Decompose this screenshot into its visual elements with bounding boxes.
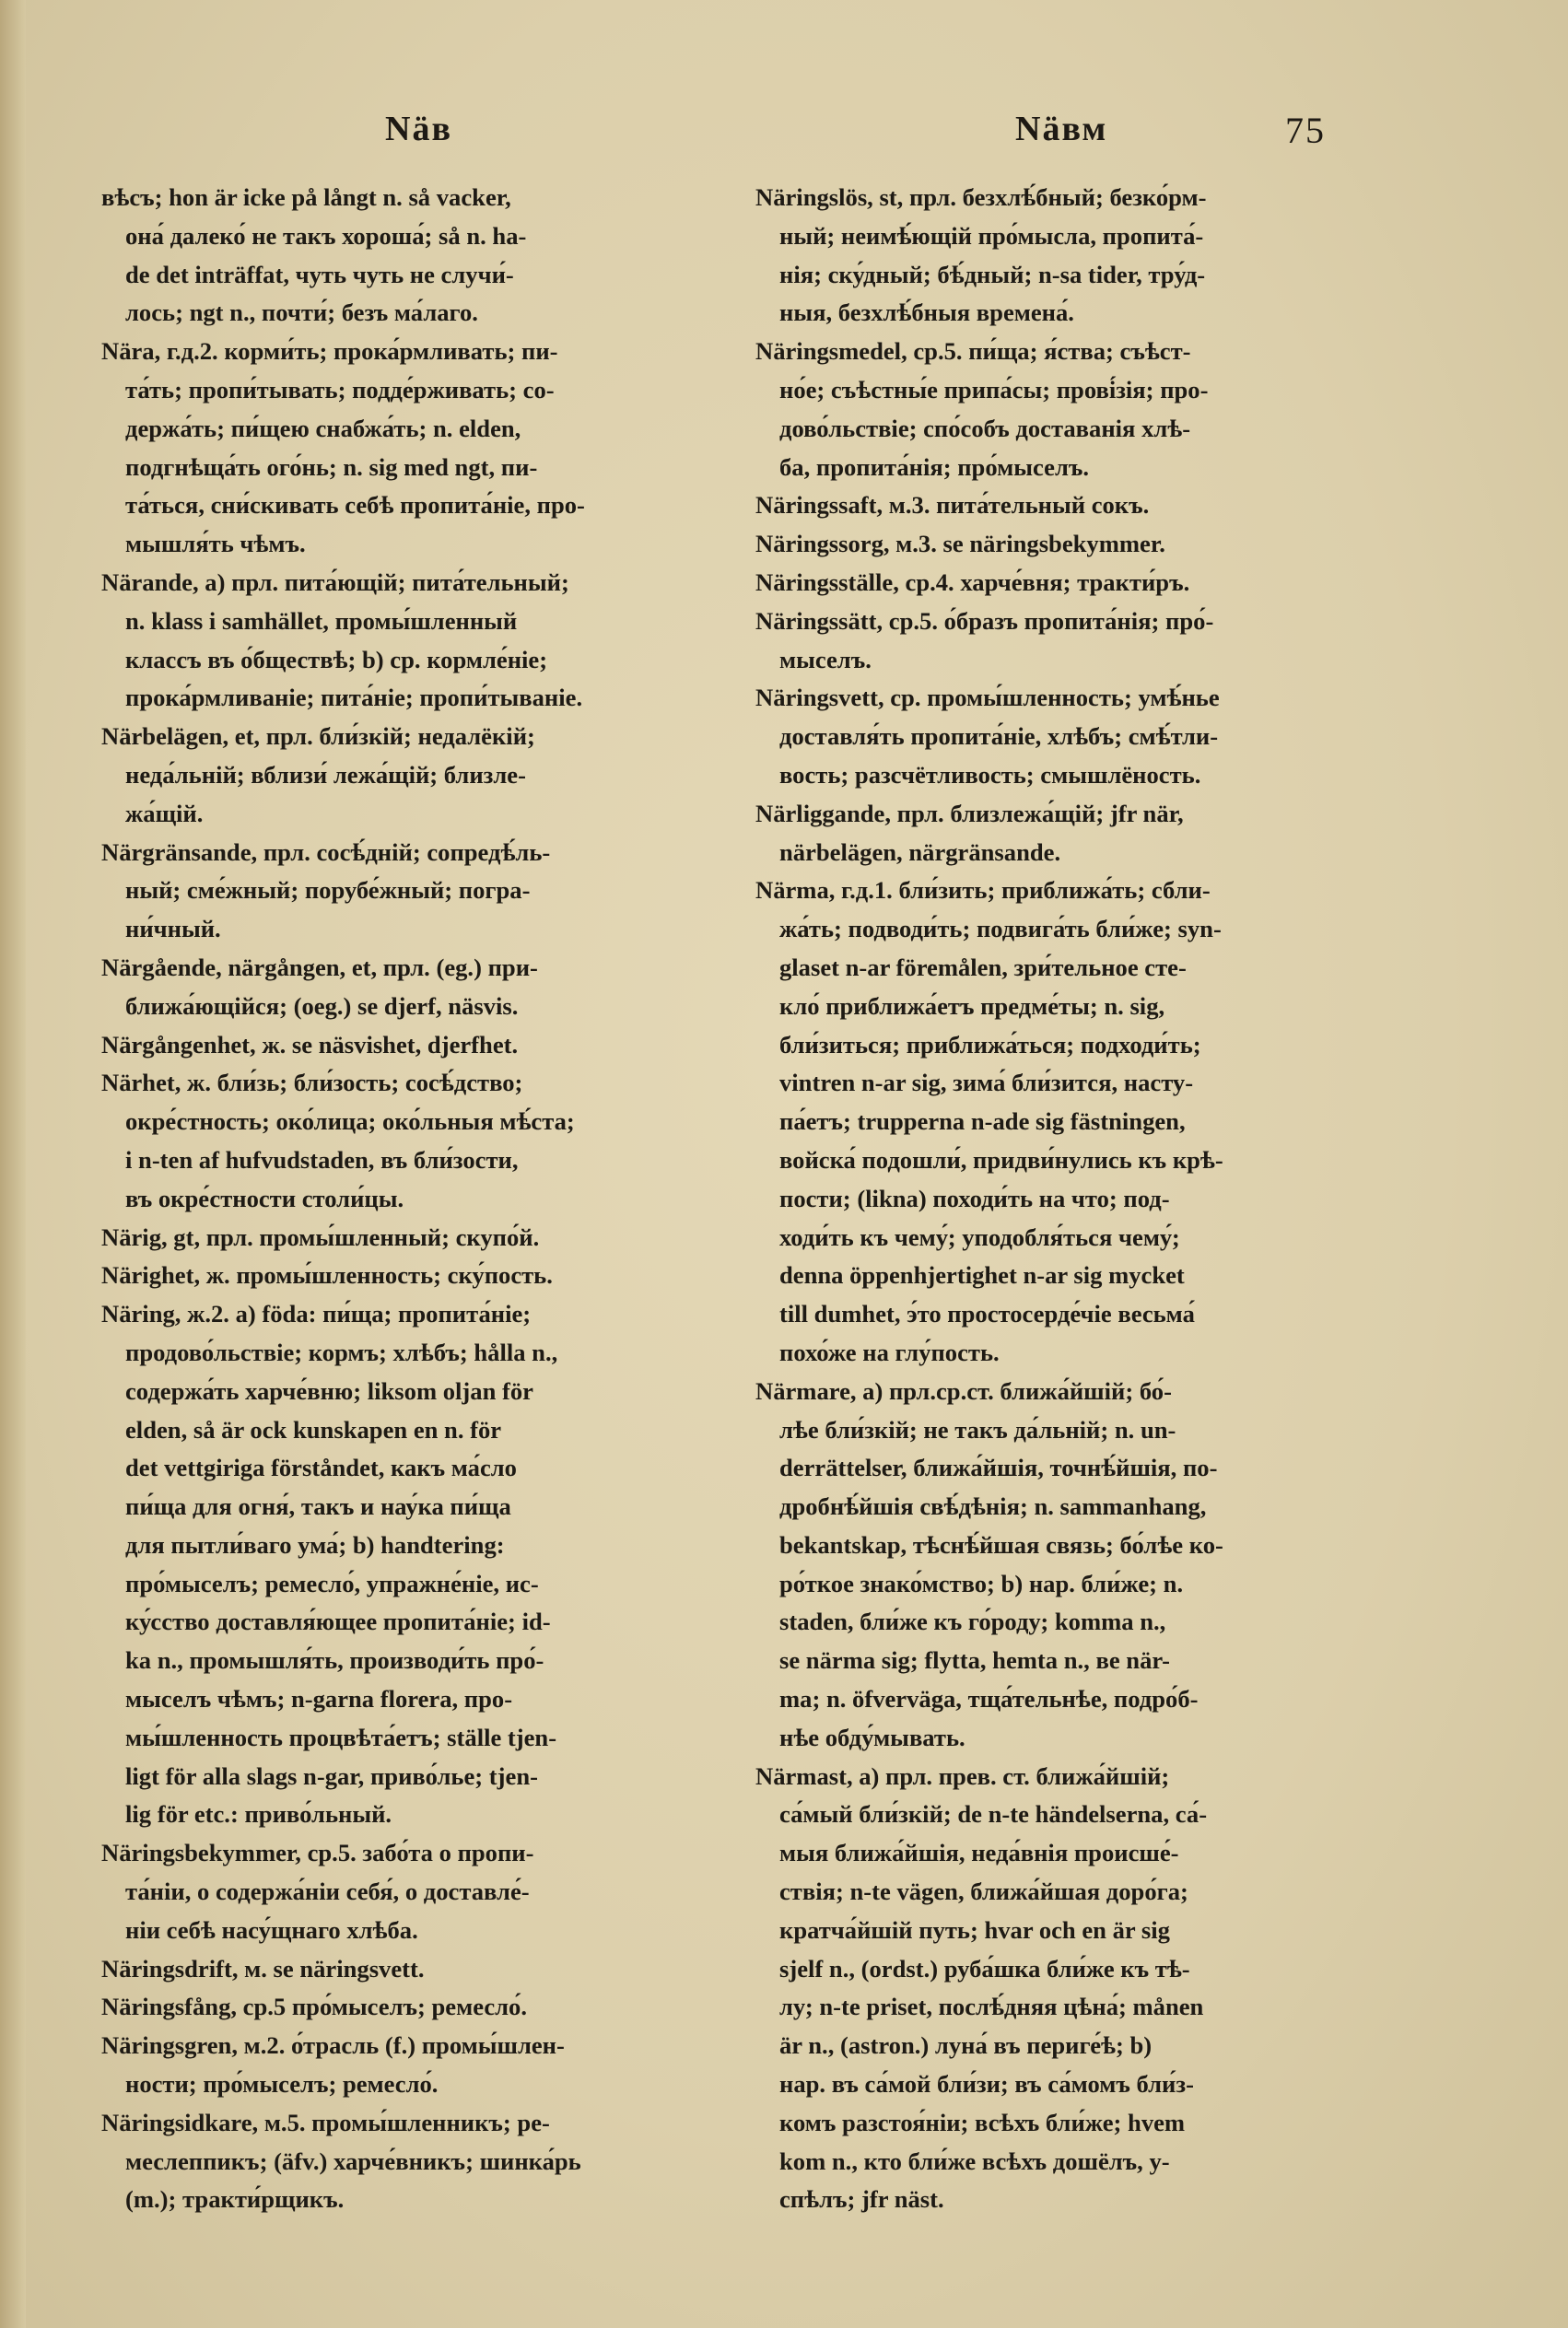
text-line: та́ть; пропи́тывать; подде́рживать; со- <box>125 375 555 404</box>
text-line: Närgångenhet, ж. se näsvishet, djerfhet. <box>101 1030 519 1059</box>
text-line: ныя, безхлѣ́бныя времена́. <box>779 298 1074 327</box>
text-line: про́мыселъ; ремесло́, упражне́ніе, ис- <box>125 1569 539 1597</box>
text-line: denna öppenhjertighet n-ar sig mycket <box>779 1261 1185 1290</box>
text-line: войска́ подошли́, придви́нулись къ крѣ- <box>779 1145 1223 1174</box>
text-line: похо́же на глу́пость. <box>779 1338 1000 1366</box>
text-line: содержа́ть харче́вню; liksom oljan för <box>125 1376 533 1405</box>
text-line: till dumhet, э́то простосерде́чіе весьма́ <box>779 1300 1195 1328</box>
text-line: (m.); тракти́рщикъ. <box>125 2185 345 2214</box>
text-line: спѣлъ; jfr näst. <box>779 2185 944 2214</box>
text-line: Näringsmedel, ср.5. пи́ща; я́ства; съѣст- <box>755 337 1191 366</box>
text-line: Näringssätt, ср.5. о́бразъ пропита́нія; про́- <box>755 606 1214 635</box>
text-line: мы́шленность процвѣта́етъ; ställe tjen- <box>125 1723 557 1751</box>
text-line: неда́льній; вблизи́ лежа́щій; близле- <box>125 760 526 789</box>
text-line: Näring, ж.2. a) föda: пи́ща; пропита́ніе; <box>101 1300 532 1328</box>
page-edge <box>0 0 26 2328</box>
text-line: Näringsvett, ср. промы́шленность; умѣ́нье <box>755 684 1220 712</box>
header-left-guide-word: Näв <box>385 110 452 148</box>
text-line: нія; ску́дный; бѣ́дный; n-sa tider, тру́д- <box>779 260 1206 288</box>
text-line: дробнѣ́йшія свѣ́дѣнія; n. sammanhang, <box>779 1492 1207 1521</box>
text-line: Näringslös, st, прл. безхлѣ́бный; безко́рм- <box>755 183 1207 211</box>
text-line: Närig, gt, прл. промы́шленный; скупо́й. <box>101 1222 540 1251</box>
text-line: kom n., кто бли́же всѣхъ дошёлъ, у- <box>779 2147 1170 2175</box>
text-line: Näringssaft, м.3. пита́тельный сокъ. <box>755 491 1150 520</box>
text-line: Närgränsande, прл. сосѣ́дній; сопредѣ́ль- <box>101 837 551 866</box>
header-right-guide-word: Näвм <box>1015 110 1108 148</box>
text-line: Näringsfång, ср.5 про́мыселъ; ремесло́. <box>101 1993 528 2021</box>
text-line: ку́сство доставля́ющее пропита́ніе; id- <box>125 1608 551 1636</box>
text-line: для пытли́ваго ума́; b) handtering: <box>125 1530 505 1559</box>
text-line: de det inträffat, чуть чуть не случи́- <box>125 260 514 288</box>
text-line: ligt för alla slags n-gar, приво́лье; tjen- <box>125 1761 538 1790</box>
text-line: staden, бли́же къ го́роду; komma n., <box>779 1608 1166 1636</box>
text-line: det vettgiriga förståndet, какъ ма́сло <box>125 1454 517 1482</box>
text-line: ба, пропита́нія; про́мыселъ. <box>779 452 1090 481</box>
text-line: se närma sig; flytta, hemta n., ве när- <box>779 1646 1171 1675</box>
text-line: ходи́ть къ чему́; уподобля́ться чему́; <box>779 1222 1180 1251</box>
text-line: elden, så är ock kunskapen en n. för <box>125 1415 502 1444</box>
text-line: лѣе бли́зкій; не такъ да́льній; n. un- <box>779 1415 1176 1444</box>
text-line: пости; (likna) походи́ть на что; под- <box>779 1184 1170 1212</box>
text-line: въ окре́стности столи́цы. <box>125 1184 404 1212</box>
text-line: Närliggande, прл. близлежа́щій; jfr när, <box>755 799 1184 827</box>
running-header <box>0 109 1568 164</box>
text-line: па́етъ; trupperna n-ade sig fästningen, <box>779 1107 1186 1136</box>
left-column <box>101 179 728 2219</box>
text-line: ный; сме́жный; порубе́жный; погра- <box>125 876 531 905</box>
text-line: мыселъ. <box>779 645 872 673</box>
text-line: дово́льствіе; спо́собъ доставанія хлѣ- <box>779 414 1191 442</box>
text-line: Näringsdrift, м. se näringsvett. <box>101 1954 425 1983</box>
text-line: Närma, г.д.1. бли́зить; приближа́ть; сбли- <box>755 876 1211 905</box>
text-line: ніи себѣ насу́щнаго хлѣба. <box>125 1915 418 1944</box>
text-line: bekantskap, тѣснѣ́йшая связь; бо́лѣе ко- <box>779 1530 1223 1559</box>
text-line: та́ніи, о содержа́ніи себя́, о доставле́- <box>125 1878 530 1906</box>
text-line: ный; неимѣ́ющій про́мысла, пропита́- <box>779 221 1204 250</box>
text-line: Närhet, ж. бли́зь; бли́зость; сосѣ́дство; <box>101 1069 523 1097</box>
text-line: нѣе обду́мывать. <box>779 1723 965 1751</box>
text-line: комъ разстоя́ніи; всѣхъ бли́же; hvem <box>779 2108 1186 2136</box>
text-line: бли́зиться; приближа́ться; подходи́ть; <box>779 1030 1201 1059</box>
text-line: ности; про́мыселъ; ремесло́. <box>125 2070 439 2099</box>
text-line: glaset n-ar föremålen, зри́тельное сте- <box>779 953 1187 981</box>
text-line: жа́щій. <box>125 799 204 827</box>
text-line: ро́ткое знако́мство; b) нар. бли́же; n. <box>779 1569 1184 1597</box>
text-line: жа́ть; подводи́ть; подвига́ть бли́же; syn- <box>779 915 1222 943</box>
text-line: Näringsidkare, м.5. промы́шленникъ; ре- <box>101 2108 550 2136</box>
text-line: Närighet, ж. промы́шленность; ску́пость. <box>101 1261 553 1290</box>
text-line: са́мый бли́зкій; de n-te händelserna, са́- <box>779 1800 1208 1829</box>
text-line: Näringsbekymmer, ср.5. забо́та о пропи- <box>101 1839 534 1867</box>
text-line: кратча́йшій путь; hvar och en är sig <box>779 1915 1170 1944</box>
text-line: ma; n. öfverväga, тща́тельнѣе, подро́б- <box>779 1685 1199 1714</box>
text-line: Näringssorg, м.3. se näringsbekymmer. <box>755 530 1165 558</box>
text-line: ствія; n-te vägen, ближа́йшая доро́га; <box>779 1878 1188 1906</box>
text-line: Näringsgren, м.2. о́трасль (f.) промы́шлен- <box>101 2031 565 2060</box>
text-line: нар. въ са́мой бли́зи; въ са́момъ бли́з- <box>779 2070 1194 2099</box>
text-line: närbelägen, närgränsande. <box>779 837 1061 866</box>
text-line: вость; разсчётливость; смышлёность. <box>779 760 1201 789</box>
text-line: мыселъ чѣмъ; n-garna florera, про- <box>125 1685 513 1714</box>
text-line: окре́стность; око́лица; око́льныя мѣ́ста; <box>125 1107 575 1136</box>
text-line: lig för etc.: приво́льный. <box>125 1800 392 1829</box>
page-number: 75 <box>1285 110 1326 151</box>
text-line: ни́чный. <box>125 915 221 943</box>
text-line: подгнѣща́ть ого́нь; n. sig med ngt, пи- <box>125 452 538 481</box>
text-line: кло́ приближа́етъ предме́ты; n. sig, <box>779 991 1165 1020</box>
right-column <box>755 179 1382 2219</box>
text-line: та́ться, сни́скивать себѣ пропита́ніе, про- <box>125 491 585 520</box>
text-line: vintren n-ar sig, зима́ бли́зится, насту- <box>779 1069 1194 1097</box>
text-line: доставля́ть пропита́ніе, хлѣбъ; смѣ́тли- <box>779 722 1219 751</box>
text-line: лу; n-te priset, послѣ́дняя цѣна́; månen <box>779 1993 1204 2021</box>
text-line: она́ далеко́ не такъ хороша́; så n. ha- <box>125 221 527 250</box>
text-line: Närmare, a) прл.ср.ст. ближа́йшій; бо́- <box>755 1376 1172 1405</box>
text-line: держа́ть; пи́щею снабжа́ть; n. elden, <box>125 414 521 442</box>
text-line: Närande, a) прл. пита́ющій; пита́тельный; <box>101 567 569 596</box>
text-line: i n-ten af hufvudstaden, въ бли́зости, <box>125 1145 519 1174</box>
text-line: Närgående, närgången, et, прл. (eg.) при- <box>101 953 538 981</box>
text-line: Näringsställe, ср.4. харче́вня; тракти́ръ. <box>755 567 1190 596</box>
text-line: но́е; съѣстны́е припа́сы; прові́зія; про- <box>779 375 1209 404</box>
text-line: Nära, г.д.2. корми́ть; прока́рмливать; пи- <box>101 337 558 366</box>
text-line: ka n., промышля́ть, производи́ть про́- <box>125 1646 544 1675</box>
text-line: лось; ngt n., почти́; безъ ма́лаго. <box>125 298 478 327</box>
text-line: sjelf n., (ordst.) руба́шка бли́же къ тѣ- <box>779 1954 1190 1983</box>
text-line: пи́ща для огня́, такъ и нау́ка пи́ща <box>125 1492 511 1521</box>
text-line: продово́льствіе; кормъ; хлѣбъ; hålla n., <box>125 1338 558 1366</box>
text-line: мыя ближа́йшія, неда́внія происше́- <box>779 1839 1179 1867</box>
text-line: Närbelägen, et, прл. бли́зкій; недалёкій; <box>101 722 535 751</box>
text-line: n. klass i samhället, промы́шленный <box>125 606 518 635</box>
text-line: меслеппикъ; (äfv.) харче́вникъ; шинка́рь <box>125 2147 581 2175</box>
text-line: прока́рмливаніе; пита́ніе; пропи́тываніе. <box>125 684 583 712</box>
text-line: мышля́ть чѣмъ. <box>125 530 306 558</box>
text-line: вѣсъ; hon är icke på långt n. så vacker, <box>101 183 511 211</box>
text-line: ближа́ющійся; (oeg.) se djerf, näsvis. <box>125 991 519 1020</box>
text-line: Närmast, a) прл. прев. ст. ближа́йшій; <box>755 1761 1170 1790</box>
text-line: классъ въ о́бществѣ; b) ср. кормле́ніе; <box>125 645 548 673</box>
text-line: är n., (astron.) луна́ въ периге́ѣ; b) <box>779 2031 1153 2060</box>
text-line: derrättelser, ближа́йшія, точнѣ́йшія, по- <box>779 1454 1218 1482</box>
